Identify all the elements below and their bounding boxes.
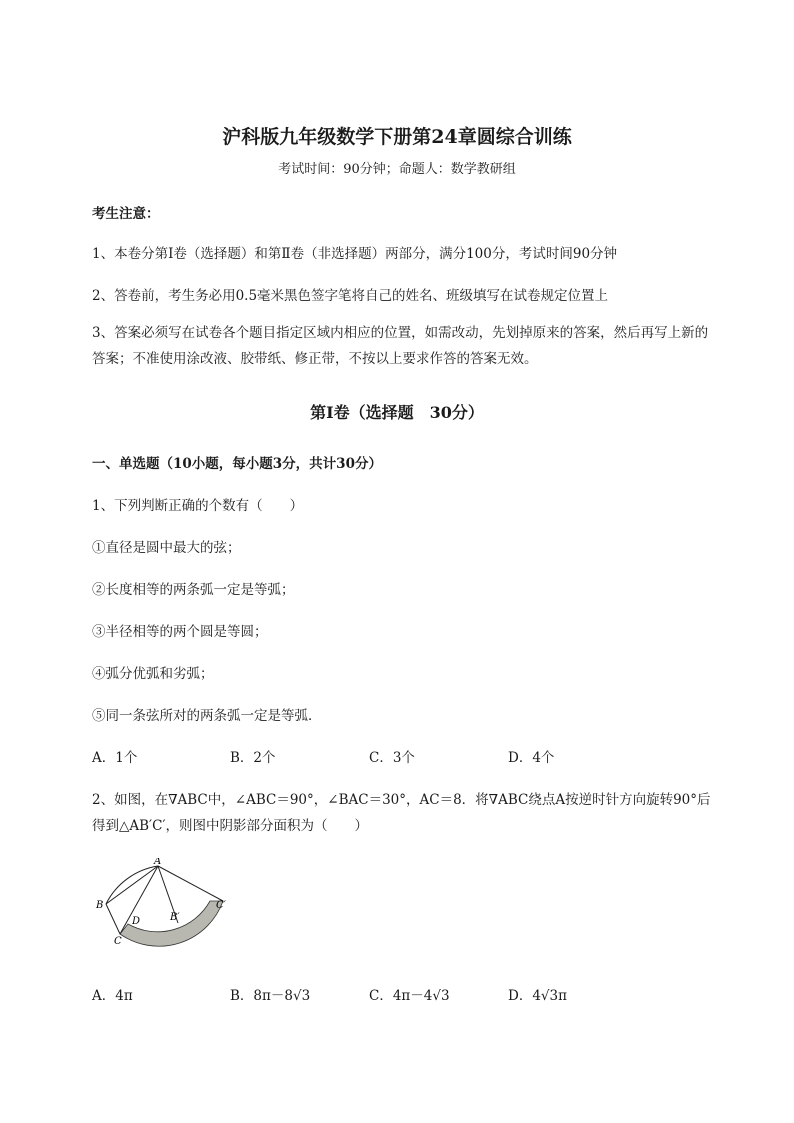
q2-option-d: D．4√3π xyxy=(508,988,567,1004)
q2-option-c: C．4π－4√3 xyxy=(369,988,450,1004)
notice-heading: 考生注意： xyxy=(92,206,160,222)
label-d: D xyxy=(132,916,141,927)
q2-stem-line1: 2、如图，在∇ABC中，∠ABC＝90°，∠BAC＝30°，AC＝8．将∇ABC绕点A按逆时针方向旋转90°后 xyxy=(92,792,711,808)
q2-option-b: B．8π－8√3 xyxy=(230,988,311,1004)
label-b: B xyxy=(96,900,104,911)
q2-option-a: A．4π xyxy=(92,988,133,1004)
q1-statement-3: ③半径相等的两个圆是等圆； xyxy=(92,624,268,640)
q2-stem-line2: 得到△AB′C′，则图中阴影部分面积为（ ） xyxy=(92,818,369,834)
q1-option-b: B．2个 xyxy=(230,750,276,766)
q1-statement-1: ①直径是圆中最大的弦； xyxy=(92,540,241,556)
label-a: A xyxy=(154,858,162,867)
page-title: 沪科版九年级数学下册第24章圆综合训练 xyxy=(222,126,572,148)
notice-item-3: 3、答案必须写在试卷各个题目指定区域内相应的位置，如需改动，先划掉原来的答案，然后再写上新的答案；不准使用涂改液、胶带纸、修正带，不按以上要求作答的答案无效。 xyxy=(92,325,709,367)
q1-statement-5: ⑤同一条弦所对的两条弧一定是等弧． xyxy=(92,708,322,724)
q1-option-c: C．3个 xyxy=(369,750,415,766)
q1-statement-2: ②长度相等的两条弧一定是等弧； xyxy=(92,582,295,598)
q2-figure xyxy=(90,858,240,948)
section-heading: 一、单选题（10小题，每小题3分，共计30分） xyxy=(92,456,382,472)
q1-statement-4: ④弧分优弧和劣弧； xyxy=(92,666,214,682)
label-c: C xyxy=(114,936,122,947)
q1-stem: 1、下列判断正确的个数有（ ） xyxy=(92,498,304,514)
q1-option-a: A．1个 xyxy=(92,750,138,766)
label-c-prime: C′ xyxy=(216,900,226,911)
part1-title: 第I卷（选择题 30分） xyxy=(310,403,484,422)
label-b-prime: B′ xyxy=(170,912,180,923)
segment-ab xyxy=(106,866,158,904)
segment-bc xyxy=(106,904,120,934)
q1-option-d: D．4个 xyxy=(508,750,555,766)
arc-cc-prime xyxy=(158,866,223,901)
exam-info: 考试时间：90分钟；命题人：数学教研组 xyxy=(278,162,516,177)
notice-item-1: 1、本卷分第I卷（选择题）和第Ⅱ卷（非选择题）两部分，满分100分，考试时间90分钟 xyxy=(92,246,618,262)
notice-item-2: 2、答卷前，考生务必用0.5毫米黑色签字笔将自己的姓名、班级填写在试卷规定位置上 xyxy=(92,288,609,304)
